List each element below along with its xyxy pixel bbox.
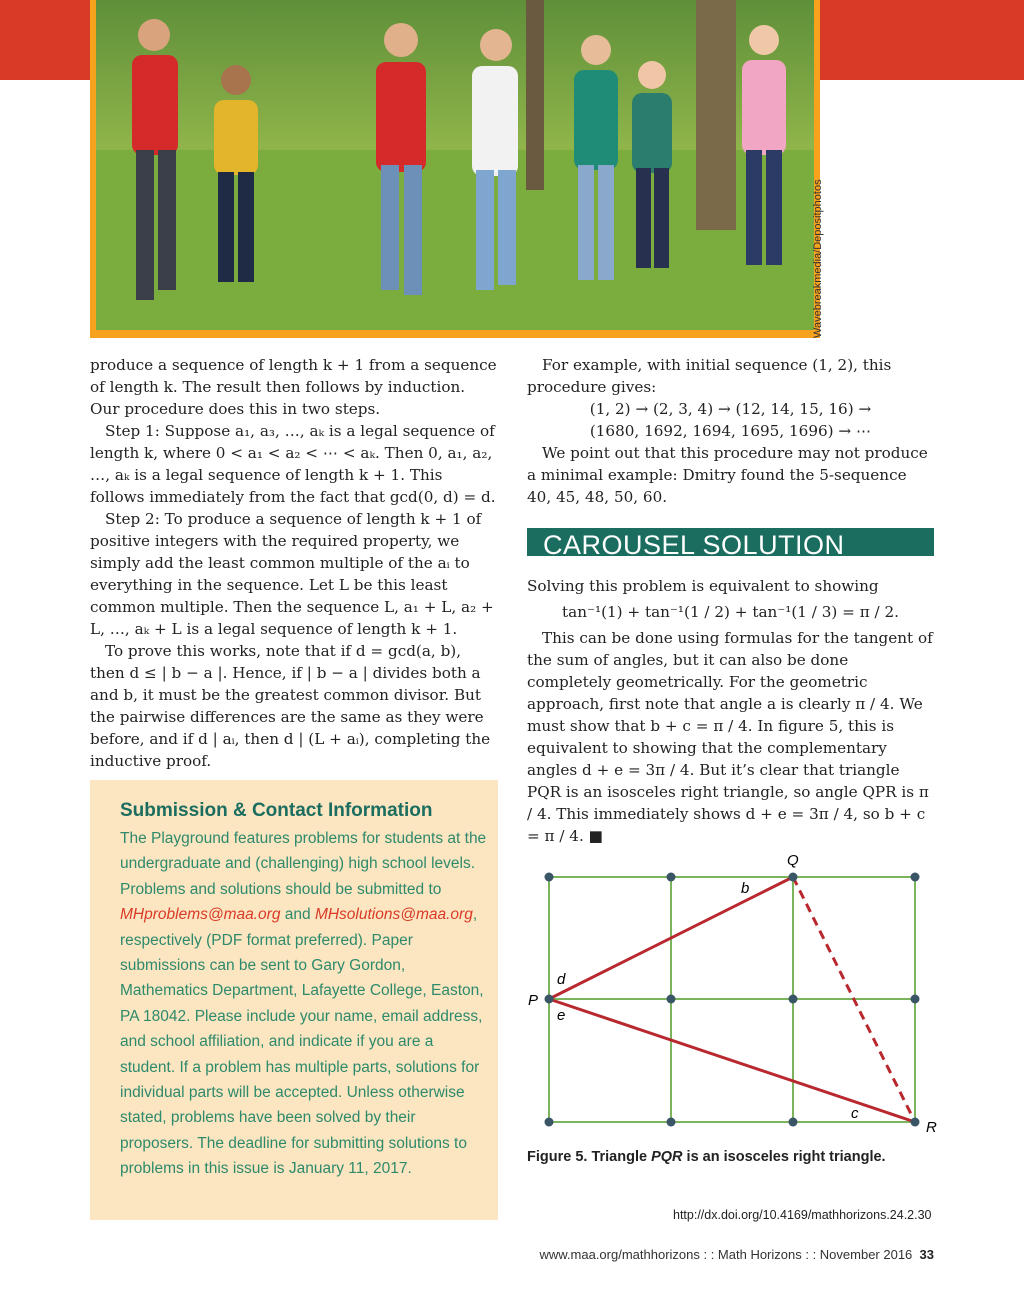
carousel-solution-heading: [527, 528, 934, 556]
students-running-photo: [96, 0, 814, 330]
right-paragraph-minimal: We point out that this procedure may not produce a minimal example: Dmitry found the 5-sequence 40, 45, 48, 50, 60.: [527, 444, 928, 506]
photo-illustration: [96, 0, 814, 330]
page-footer: [539, 1247, 934, 1262]
caption-suffix: is an isosceles right triangle.: [682, 1149, 886, 1165]
left-paragraph-1: produce a sequence of length k + 1 from a sequence of length k. The result then follows by induction. Our procedure does this in two steps.: [90, 356, 497, 418]
arctan-equation: tan⁻¹(1) + tan⁻¹(1 / 2) + tan⁻¹(1 / 3) = π / 2.: [562, 603, 899, 621]
footer-text: www.maa.org/mathhorizons : : Math Horizons : : November 2016: [539, 1247, 913, 1262]
right-column-solution: [527, 575, 934, 847]
figure-caption: [527, 1149, 886, 1165]
red-band-left: [0, 0, 100, 80]
doi-link[interactable]: http://dx.doi.org/10.4169/mathhorizons.24.2.30: [673, 1208, 932, 1222]
left-paragraph-step2: Step 2: To produce a sequence of length k + 1 of positive integers with the required property, we simply add the least common multiple of the aᵢ to everything in the sequence. Let L be this least common multiple. Then the sequence L, a₁ + L, a₂ + L, …, aₖ + L is a legal sequence of length k + 1.: [90, 510, 494, 638]
right-paragraph-example: For example, with initial sequence (1, 2), this procedure gives:: [527, 356, 892, 396]
label-b: b: [741, 880, 750, 897]
label-p: P: [528, 992, 539, 1009]
solutions-email-link[interactable]: MHsolutions@maa.org: [314, 906, 473, 924]
label-d: d: [557, 971, 566, 988]
submission-box-title: Submission & Contact Information: [120, 800, 433, 821]
page-number: 33: [919, 1247, 934, 1262]
submission-text-2: and: [280, 906, 315, 924]
left-paragraph-proof: To prove this works, note that if d = gcd(a, b), then d ≤ | b − a |. Hence, if | b − a | divides both a and b, it must be the greatest common divisor. But the pairwise differences are the same as they were before, and if d | aᵢ, then d | (L + aᵢ), completing the inductive proof.: [90, 642, 491, 770]
label-r: R: [926, 1119, 937, 1136]
left-paragraph-step1: Step 1: Suppose a₁, a₃, …, aₖ is a legal sequence of length k, where 0 < a₁ < a₂ < ⋯ < aₖ. Then 0, a₁, a₂, …, aₖ is a legal sequence of length k + 1. This follows immediately from the fact that gcd(0, d) = d.: [90, 422, 496, 506]
caption-prefix: Figure 5. Triangle: [527, 1149, 652, 1165]
triangle-grid-diagram: [520, 848, 950, 1138]
figure-5: [520, 848, 950, 1138]
caption-triangle-name: PQR: [651, 1149, 683, 1165]
sequence-equation-2: (1680, 1692, 1694, 1695, 1696) → ⋯: [589, 422, 872, 440]
side-pr: [549, 999, 915, 1122]
label-c: c: [851, 1105, 859, 1122]
submission-info-box: [90, 780, 498, 1220]
sequence-equation-1: (1, 2) → (2, 3, 4) → (12, 14, 15, 16) →: [589, 400, 872, 418]
heading-text: CAROUSEL SOLUTION: [543, 530, 845, 556]
photo-credit: Wavebreakmedia/Depositphotos: [812, 179, 824, 338]
submission-text-3: , respectively (PDF format preferred). Paper submissions can be sent to Gary Gordon, Mathematics Department, Lafayette College, Easton, PA 18042. Please include your name, email address, and school affiliation, and indicate if you are a student. If a problem has multiple parts, solutions for individual parts will be accepted. Unless otherwise stated, problems have been solved by their proposers. The deadline for submitting solutions to problems in this issue is January 11, 2017.: [120, 906, 484, 1178]
right-column-top: [527, 354, 934, 508]
submission-text-1: The Playground features problems for students at the undergraduate and (challenging) high school levels. Problems and solutions should be submitted to: [120, 830, 487, 898]
red-band-right: [810, 0, 1024, 80]
submission-box-text: [120, 826, 490, 1182]
solution-paragraph: This can be done using formulas for the tangent of the sum of angles, but it can also be done completely geometrically. For the geometric approach, first note that angle a is clearly π / 4. We must show that b + c = π / 4. In figure 5, this is equivalent to showing that the complementary angles d + e = 3π / 4. But it’s clear that triangle PQR is an isosceles right triangle, so angle QPR is π / 4. This immediately shows d + e = 3π / 4, so b + c = π / 4. ■: [527, 629, 933, 845]
problems-email-link[interactable]: MHproblems@maa.org: [120, 906, 281, 924]
solution-intro: Solving this problem is equivalent to showing: [527, 577, 879, 595]
label-e: e: [557, 1007, 566, 1024]
grid-lines: [549, 877, 915, 1122]
label-q: Q: [787, 852, 799, 869]
left-column: [90, 354, 498, 772]
